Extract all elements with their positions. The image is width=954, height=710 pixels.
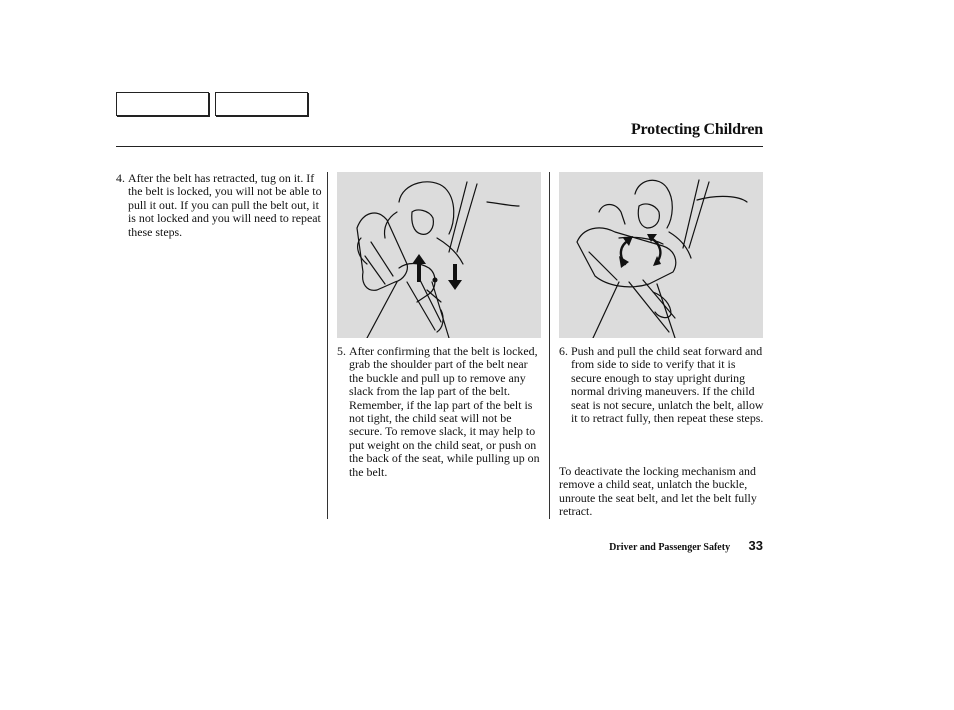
- illustration-test-seat: [559, 172, 763, 338]
- step-number: 4.: [116, 171, 125, 185]
- step-number: 6.: [559, 344, 568, 358]
- step-number: 5.: [337, 344, 346, 358]
- page-number: 33: [748, 538, 763, 553]
- footer-section-title: Driver and Passenger Safety: [609, 542, 731, 553]
- step-5: [337, 345, 543, 479]
- step-4: [116, 172, 324, 239]
- nav-tab-previous[interactable]: [116, 92, 209, 116]
- figure-drawing: [337, 172, 541, 338]
- deactivate-paragraph: To deactivate the locking mechanism and remove a child seat, unlatch the buckle, unroute the seat belt, and let the belt fully retract.: [559, 464, 757, 519]
- illustration-remove-slack: [337, 172, 541, 338]
- column-divider-left: [327, 172, 328, 519]
- page-footer: [559, 537, 763, 555]
- figure-drawing: [559, 172, 763, 338]
- step-text: After confirming that the belt is locked, grab the shoulder part of the belt near the buckle and pull up to remove any slack from the lap part of the belt. Remember, if the lap part of the belt is not tight, the child seat will not be secure. To remove slack, it may help to put weight on the child seat, or push on the back of the seat, while pulling up on the belt.: [349, 344, 540, 479]
- header-rule: [116, 146, 763, 147]
- nav-tab-next[interactable]: [215, 92, 308, 116]
- step-6: [559, 345, 765, 425]
- column-divider-right: [549, 172, 550, 519]
- step-text: Push and pull the child seat forward and from side to side to verify that it is secure enough to stay upright during normal driving maneuvers. If the child seat is not secure, unlatch the belt, allow it to retract fully, then repeat these steps.: [571, 344, 764, 426]
- step-text: After the belt has retracted, tug on it. If the belt is locked, you will not be able to pull it out. If you can pull the belt out, it is not locked and you will need to repeat these steps.: [128, 171, 322, 239]
- page-title: Protecting Children: [630, 121, 763, 138]
